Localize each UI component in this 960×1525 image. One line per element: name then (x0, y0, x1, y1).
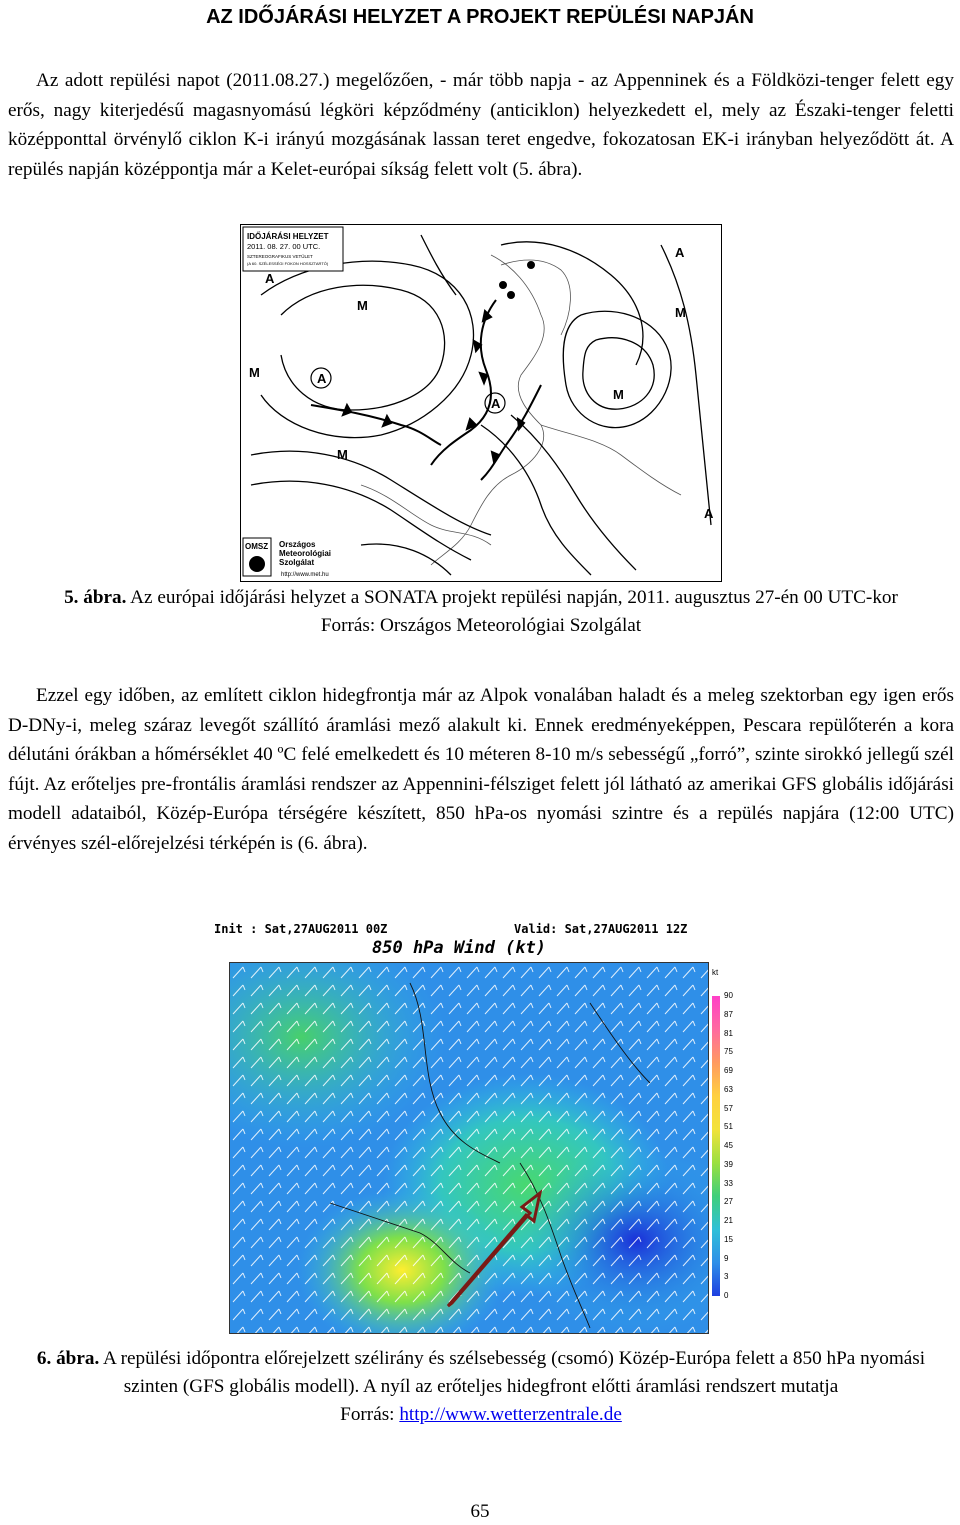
legend-label: 27 (724, 1197, 733, 1207)
figure6-source (340, 1404, 622, 1425)
high-pressure-label: A (491, 396, 501, 411)
low-pressure-label: M (337, 447, 348, 462)
org-line1: Országos (279, 540, 316, 549)
omsz-logo: OMSZ (245, 542, 269, 551)
intro-paragraph: Az adott repülési napot (2011.08.27.) megelőzően, - már több napja - az Appenninek és a Földközi-tenger felett egy erős, nagy kiterjedésű magasnyomású légköri képződmény (anticiklon) helyezkedett el, mely az Északi-tenger feletti középponttal örvénylő ciklon K-i irányú mozgásának lassan teret engedve, fokozatosan EK-i irányban helyeződött át. A repülés napján középpontja már a Kelet-európai síkság felett volt (5. ábra). (8, 70, 954, 180)
figure6-caption-text: A repülési időpontra előrejelzett szélirány és szélsebesség (csomó) Közép-Európa felett a 850 hPa nyomási szinten (GFS globális modell). A nyíl az erőteljes hidegfront előtti áramlási rendszert mutatja (99, 1348, 926, 1397)
legend-label: 75 (724, 1047, 733, 1057)
map-box-line2: (A 60. SZÉLESSÉGI FOKON HOSSZTARTÓ) (247, 261, 329, 266)
wind-speed-legend (710, 968, 750, 1298)
org-url: http://www.met.hu (281, 572, 329, 578)
page-number: 65 (470, 1501, 490, 1522)
figure6-caption-number: 6. ábra. (36, 1348, 100, 1369)
body-paragraph: Ezzel egy időben, az említett ciklon hidegfrontja már az Alpok vonalában haladt és a meleg szektorban egy igen erős D-DNy-i, meleg száraz levegőt szállító áramlási mező alakult ki. Ennek eredményeképpen, Pescara repülőterén a kora délutáni órákban a hőmérséklet 40 ºC felé emelkedett és 10 méteren 8-10 m/s sebességű „forró”, szinte sirokkó jellegű szél fújt. Az erőteljes pre-frontális áramlási rendszer az Appennini-félsziget felett jól látható az amerikai GFS globális időjárási modell adataiból, Közép-Európa térségére készített, 850 hPa-os nyomási szintre és a repülés napjára (12:00 UTC) érvényes szél-előrejelzési térképén is (6. ábra). (8, 685, 954, 854)
figure5-caption (8, 584, 954, 640)
figure5-caption-number: 5. ábra. (64, 587, 127, 608)
wind-forecast-map (229, 962, 709, 1334)
legend-label: 21 (724, 1216, 733, 1225)
high-pressure-label: A (704, 506, 714, 521)
map-box-title: IDŐJÁRÁSI HELYZET (247, 232, 329, 241)
figure6-source-prefix: Forrás: (340, 1404, 400, 1425)
figure5-caption-text: Az európai időjárási helyzet a SONATA projekt repülési napján, 2011. augusztus 27-én 00 UTC-kor (126, 587, 898, 608)
high-pressure-label: A (317, 371, 327, 386)
legend-label: 87 (724, 1009, 733, 1019)
wetterzentrale-link[interactable]: http://www.wetterzentrale.de (399, 1404, 622, 1425)
legend-label: 51 (724, 1122, 733, 1132)
legend-label: 63 (724, 1084, 733, 1094)
legend-label: 57 (724, 1103, 733, 1113)
legend-label: 9 (724, 1253, 729, 1263)
wind-map-init: Init : Sat,27AUG2011 00Z (214, 922, 388, 936)
legend-label: 45 (724, 1141, 733, 1150)
legend-label: 69 (724, 1066, 733, 1075)
figure5-source: Forrás: Országos Meteorológiai Szolgálat (320, 615, 642, 636)
page-title: AZ IDŐJÁRÁSI HELYZET A PROJEKT REPÜLÉSI NAPJÁN (206, 6, 754, 28)
legend-color-bar (712, 996, 720, 1296)
legend-label: 90 (724, 991, 733, 1000)
high-pressure-label: A (265, 271, 275, 286)
high-pressure-label: A (675, 245, 685, 260)
org-line3: Szolgálat (279, 558, 315, 567)
synoptic-weather-map (240, 224, 722, 582)
map-box-line1: SZTEREOGRAFIKUS VETÜLET (247, 254, 313, 259)
wind-map-header (214, 922, 734, 964)
legend-label: 33 (724, 1178, 733, 1188)
low-pressure-label: M (613, 387, 624, 402)
figure6-caption (8, 1345, 954, 1429)
low-pressure-label: M (249, 365, 260, 380)
low-pressure-label: M (675, 305, 686, 320)
legend-label: 81 (724, 1028, 733, 1038)
legend-label: 0 (724, 1291, 729, 1300)
legend-unit: kt (712, 968, 719, 977)
wind-map-product: 850 hPa Wind (kt) (372, 938, 546, 958)
wind-map-valid: Valid: Sat,27AUG2011 12Z (514, 922, 688, 936)
low-pressure-label: M (357, 298, 368, 313)
legend-label: 15 (724, 1234, 733, 1244)
map-box-date: 2011. 08. 27. 00 UTC. (247, 242, 321, 251)
legend-label: 39 (724, 1159, 733, 1169)
legend-label: 3 (724, 1272, 729, 1282)
org-line2: Meteorológiai (279, 549, 332, 558)
